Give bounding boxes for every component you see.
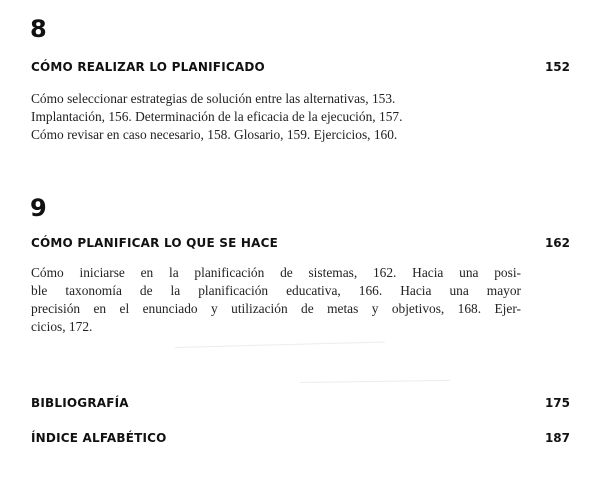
faint-paper-mark xyxy=(175,342,385,348)
back-matter-page-number: 175 xyxy=(544,396,570,410)
chapter-page-number: 152 xyxy=(544,60,570,74)
chapter-title: CÓMO PLANIFICAR LO QUE SE HACE xyxy=(31,236,279,250)
summary-line: ble taxonomía de la planificación educativa, 166. Hacia una mayor xyxy=(31,283,521,298)
summary-line: Cómo seleccionar estrategias de solución entre las alternativas, 153. xyxy=(31,91,396,106)
summary-line: Cómo revisar en caso necesario, 158. Glosario, 159. Ejercicios, 160. xyxy=(31,127,398,142)
chapter-page-number: 162 xyxy=(544,236,570,250)
back-matter-page-number: 187 xyxy=(544,431,570,445)
chapter-number: 9 xyxy=(30,194,47,222)
chapter-title: CÓMO REALIZAR LO PLANIFICADO xyxy=(31,60,265,74)
summary-line: Implantación, 156. Determinación de la eficacia de la ejecución, 157. xyxy=(31,109,403,124)
chapter-summary xyxy=(31,90,521,144)
summary-line: cicios, 172. xyxy=(31,319,93,334)
chapter-summary xyxy=(31,264,521,336)
summary-line: Cómo iniciarse en la planificación de sistemas, 162. Hacia una posi- xyxy=(31,265,521,280)
summary-line: precisión en el enunciado y utilización de metas y objetivos, 168. Ejer- xyxy=(31,301,521,316)
chapter-number: 8 xyxy=(30,15,47,43)
back-matter-title: ÍNDICE ALFABÉTICO xyxy=(31,431,167,445)
faint-paper-mark xyxy=(300,380,450,383)
back-matter-title: BIBLIOGRAFÍA xyxy=(31,396,129,410)
